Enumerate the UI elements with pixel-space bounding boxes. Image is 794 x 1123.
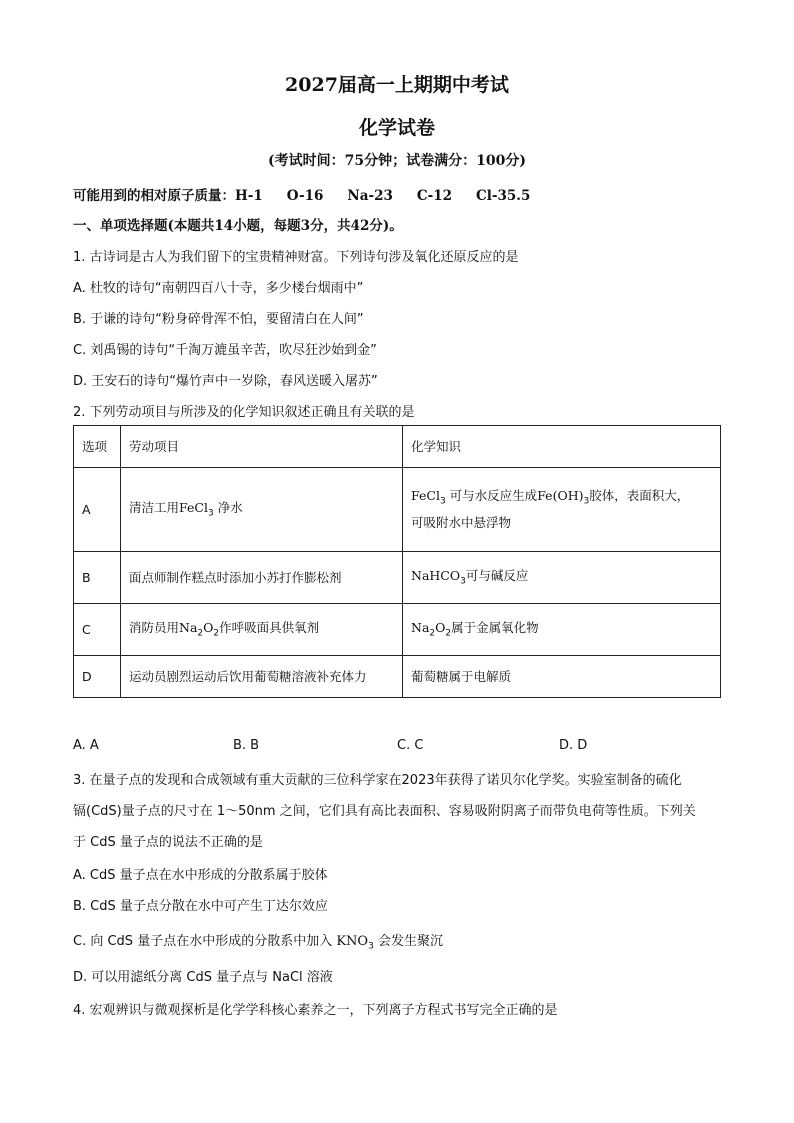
atomic-mass-na: Na-23 xyxy=(347,188,393,204)
q3-option-a: A. CdS 量子点在水中形成的分散系属于胶体 xyxy=(73,868,328,883)
row-option: D xyxy=(74,656,121,698)
task-text: 消防员用 xyxy=(129,620,180,636)
q3-option-c xyxy=(73,930,443,952)
row-task xyxy=(121,604,403,656)
table-header-row xyxy=(74,426,721,468)
q1-option-a: A. 杜牧的诗句“南朝四百八十寺，多少楼台烟雨中” xyxy=(73,281,364,296)
q2-answer-c: C. C xyxy=(397,738,424,753)
atomic-mass-o: O-16 xyxy=(286,188,324,204)
formula: NaHCO xyxy=(411,568,461,584)
option-text: C. 向 CdS 量子点在水中形成的分散系中加入 xyxy=(73,934,333,949)
section-heading: 一、单项选择题(本题共14小题，每题3分，共42分)。 xyxy=(73,218,403,234)
q2-answer-b: B. B xyxy=(233,738,260,753)
header-option: 选项 xyxy=(74,426,121,468)
formula-sub: 3 xyxy=(460,576,466,587)
q3-stem-line3: 于 CdS 量子点的说法不正确的是 xyxy=(73,835,263,850)
atomic-mass-label: 可能用到的相对原子质量： xyxy=(73,188,235,204)
option-text: 会发生聚沉 xyxy=(377,934,443,949)
task-text: 净水 xyxy=(217,500,243,516)
atomic-mass-h: H-1 xyxy=(235,188,263,204)
table-row xyxy=(74,468,721,552)
formula: FeCl xyxy=(411,488,440,504)
table-row xyxy=(74,656,721,698)
formula: Na xyxy=(179,620,198,636)
knowledge-text: 属于金属氧化物 xyxy=(451,620,539,636)
formula-sub: 3 xyxy=(368,941,374,952)
knowledge-text: 可吸附水中悬浮物 xyxy=(411,514,512,530)
q4-stem: 4. 宏观辨识与微观探析是化学学科核心素养之一，下列离子方程式书写完全正确的是 xyxy=(73,1003,558,1018)
formula-sub: 2 xyxy=(197,628,204,639)
knowledge-text: 胶体，表面积大， xyxy=(589,488,690,504)
row-task: 面点师制作糕点时添加小苏打作膨松剂 xyxy=(121,552,403,604)
table-row xyxy=(74,552,721,604)
q3-stem-line1: 3. 在量子点的发现和合成领域有重大贡献的三位科学家在2023年获得了诺贝尔化学奖。实验室制备的硫化 xyxy=(73,773,682,788)
formula: FeCl xyxy=(179,500,208,516)
q2-answer-a: A. A xyxy=(73,738,99,753)
atomic-mass-line xyxy=(73,184,544,204)
row-option: A xyxy=(74,468,121,552)
knowledge-text: 可与水反应生成 xyxy=(449,488,538,504)
knowledge-text: 可与碱反应 xyxy=(465,568,529,584)
formula-sub: 2 xyxy=(213,628,220,639)
row-knowledge: 葡萄糖属于电解质 xyxy=(403,656,721,698)
q3-option-b: B. CdS 量子点分散在水中可产生丁达尔效应 xyxy=(73,899,328,914)
formula-sub: 2 xyxy=(445,628,452,639)
atomic-mass-cl: Cl-35.5 xyxy=(476,188,531,204)
q2-table xyxy=(73,425,721,698)
q1-option-b: B. 于谦的诗句“粉身碎骨浑不怕，要留清白在人间” xyxy=(73,312,364,327)
task-text: 清洁工用 xyxy=(129,500,180,516)
formula: O xyxy=(203,620,214,636)
q2-stem: 2. 下列劳动项目与所涉及的化学知识叙述正确且有关联的是 xyxy=(73,405,415,420)
row-option: C xyxy=(74,604,121,656)
atomic-mass-c: C-12 xyxy=(416,188,453,204)
q3-option-d: D. 可以用滤纸分离 CdS 量子点与 NaCl 溶液 xyxy=(73,970,333,985)
formula-sub: 2 xyxy=(429,628,436,639)
formula-sub: 3 xyxy=(439,496,446,507)
row-knowledge xyxy=(403,552,721,604)
task-text: 作呼吸面具供氧剂 xyxy=(219,620,320,636)
formula: KNO xyxy=(336,934,369,949)
q2-answer-d: D. D xyxy=(559,738,588,753)
row-knowledge xyxy=(403,604,721,656)
exam-title: 2027届高一上期期中考试 xyxy=(285,74,509,96)
q1-option-d: D. 王安石的诗句“爆竹声中一岁除，春风送暖入屠苏” xyxy=(73,374,378,389)
formula: Na xyxy=(411,620,430,636)
formula-sub: 3 xyxy=(583,496,590,507)
row-task: 运动员剧烈运动后饮用葡萄糖溶液补充体力 xyxy=(121,656,403,698)
q3-stem-line2: 镉(CdS)量子点的尺寸在 1～50nm 之间，它们具有高比表面积、容易吸附阴离子而带负电荷等性质。下列关 xyxy=(73,804,696,819)
header-task: 劳动项目 xyxy=(121,426,403,468)
row-task xyxy=(121,468,403,552)
table-row xyxy=(74,604,721,656)
exam-info: (考试时间：75分钟；试卷满分：100分) xyxy=(268,153,526,169)
header-knowledge: 化学知识 xyxy=(403,426,721,468)
q1-option-c: C. 刘禹锡的诗句“千淘万漉虽辛苦，吹尽狂沙始到金” xyxy=(73,343,377,358)
row-option: B xyxy=(74,552,121,604)
q1-stem: 1. 古诗词是古人为我们留下的宝贵精神财富。下列诗句涉及氧化还原反应的是 xyxy=(73,250,519,265)
row-knowledge xyxy=(403,468,721,552)
exam-subject: 化学试卷 xyxy=(358,117,435,139)
formula: O xyxy=(435,620,446,636)
formula: Fe(OH) xyxy=(537,488,584,504)
formula-sub: 3 xyxy=(207,508,214,519)
